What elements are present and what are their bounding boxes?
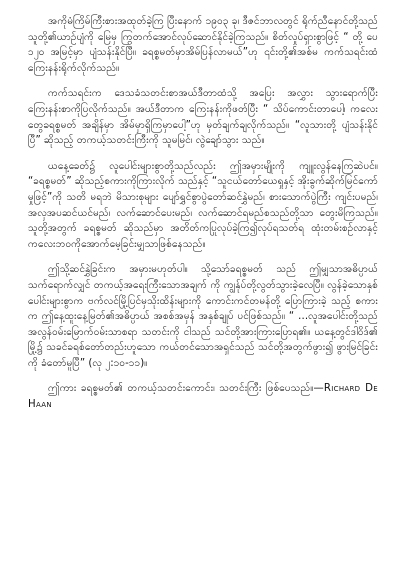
paragraph-2: ကက်သရင်းက ဒေသခံသတင်းစာအယ်ဒီတာထံသို့ အပြေး အလွှား သွားရောက်ပြီး ကြေးနန်းစာကိုပြလိုက်သည်။ အယ်ဒီတာက ကြေးနန်းကိုဖတ်ပြီး “ သိပ်ကောင်းတာပေါ့၊ ကလေးတွေခရစ္စမတ် အချိန်မှာ အိမ်မှာရှိကြမှာပေါ့”ဟု မှတ်ချက်ချလိုက်သည်။ “လူသားတို့ ပျံသန်းနိုင်ပြီ” ဆိုသည့် တကယ့်သတင်းကြီးကို သူမမြင်၊ လွဲချော်သွား သည်။ [28,88,378,147]
document-page [28,14,378,554]
author-attribution: —Richard De Haan [28,383,378,411]
closing-text: ဤကား ခရစ္စမတ်၏ တကယ့်သတင်းကောင်း၊ သတင်းကြီး ဖြစ်ပေသည်။ [48,383,314,395]
paragraph-5 [28,381,378,412]
paragraph-3: ယနေ့ခေတ်၌ လူပေါင်းများစွာတို့သည်လည်း ဤအမှားမျိုးကို ကျူးလွန်နေကြဆဲပင်။ “ခရစ္စမတ်” ဆိုသည့်စကားကိုကြားလိုက် သည်နှင့် “သူငယ်တော်ယေရှုနှင့် အိုးခွက်ဆိုက်မြင်ကော်မှုဖြင့်”ကို သတိ မရဘဲ မိသားစုများ ပျော်ရွှင်စွာပွဲတော်ဆင်နွှဲမည်၊ စားသောက်ပွဲကြီး ကျင်းပမည်၊ အလှအပဆင်ယင်မည်၊ လက်ဆောင်ပေးမည်၊ လက်ဆောင်ရမည်စသည်တို့သာ တွေးမိကြသည်။ သူတို့အတွက် ခရစ္စမတ် ဆိုသည်မှာ အတိတ်ကပြုလုပ်ခဲ့ကြ၍လုပ်ရသတ်ရ ထုံးတမ်းစဉ်လာနှင့် ကလေးဘဝကိုအောက်မေ့ခြင်းမျှသာဖြစ်နေသည်။ [28,160,378,250]
paragraph-1: အကိုမံကြိမ်ကြီးစားအထုတ်ခဲ့ကြ ပြီးနောက် ၁၉၀၃ ခု၊ ဒီဇင်ဘာလတွင် ရိုက်ညီနောင်တို့သည် သူတို့၏ယာဉ်ပျံကို မြေမှ ကြွတက်အောင်လုပ်ဆောင်နိုင်ခဲ့ကြသည်။ စိတ်လှုပ်ရှားစွာဖြင့် “ တို့ ပေ ၁၂၀ အမြင့်မှာ ပျံသန်းနိုင်ပြီ။ ခရစ္စမတ်မှာအိမ်ပြန်လာမယ်”ဟု ၎င်းတို့၏အစ်မ ကက်သရင်းထံ ကြေးနန်းရိုက်လိုက်သည်။ [28,16,378,74]
paragraph-4: ဤသို့ဆင်နွှဲခြင်းက အမှားမဟုတ်ပါ။ သို့သော်ခရစ္စမတ် သည် ဤမျှသာအဓိပ္ပာယ်သက်ရောက်လျှင် တကယ့်အရေးကြီးသောအချက် ကို ကျွန်ုပ်တို့လွတ်သွားခဲ့လေပြီ။ လွန်ခဲ့သောနှစ်ပေါင်းများစွာက ဗက်လင်မြို့ပြင်မှသိုးထိန်းများကို ကောင်းကင်တမန်တို့ ပြောကြားခဲ့ သည့် စကားက ဤနေ့ထူးနေ့မြတ်၏အဓိပ္ပာယ် အစစ်အမှန် အနှစ်ချုပ် ပင်ဖြစ်သည်။ “ …လူအပေါင်းတို့သည် အလွန်ဝမ်းမြောက်ဝမ်းသာစရာ သတင်းကို ငါသည် သင်တို့အားကြားပြောရ၏။ ယနေ့တွင်ဒါဝိဒ်၏ မြို့၌ သခင်ခရစ်တော်တည်းဟူသော ကယ်တင်သောအရှင်သည် သင်တို့အတွက်ဖွား၍ ဖွားမြင်ခြင်းကို ခံတော်မူပြီ” (လု ၂:၁၀-၁၁)။ [28,264,378,369]
